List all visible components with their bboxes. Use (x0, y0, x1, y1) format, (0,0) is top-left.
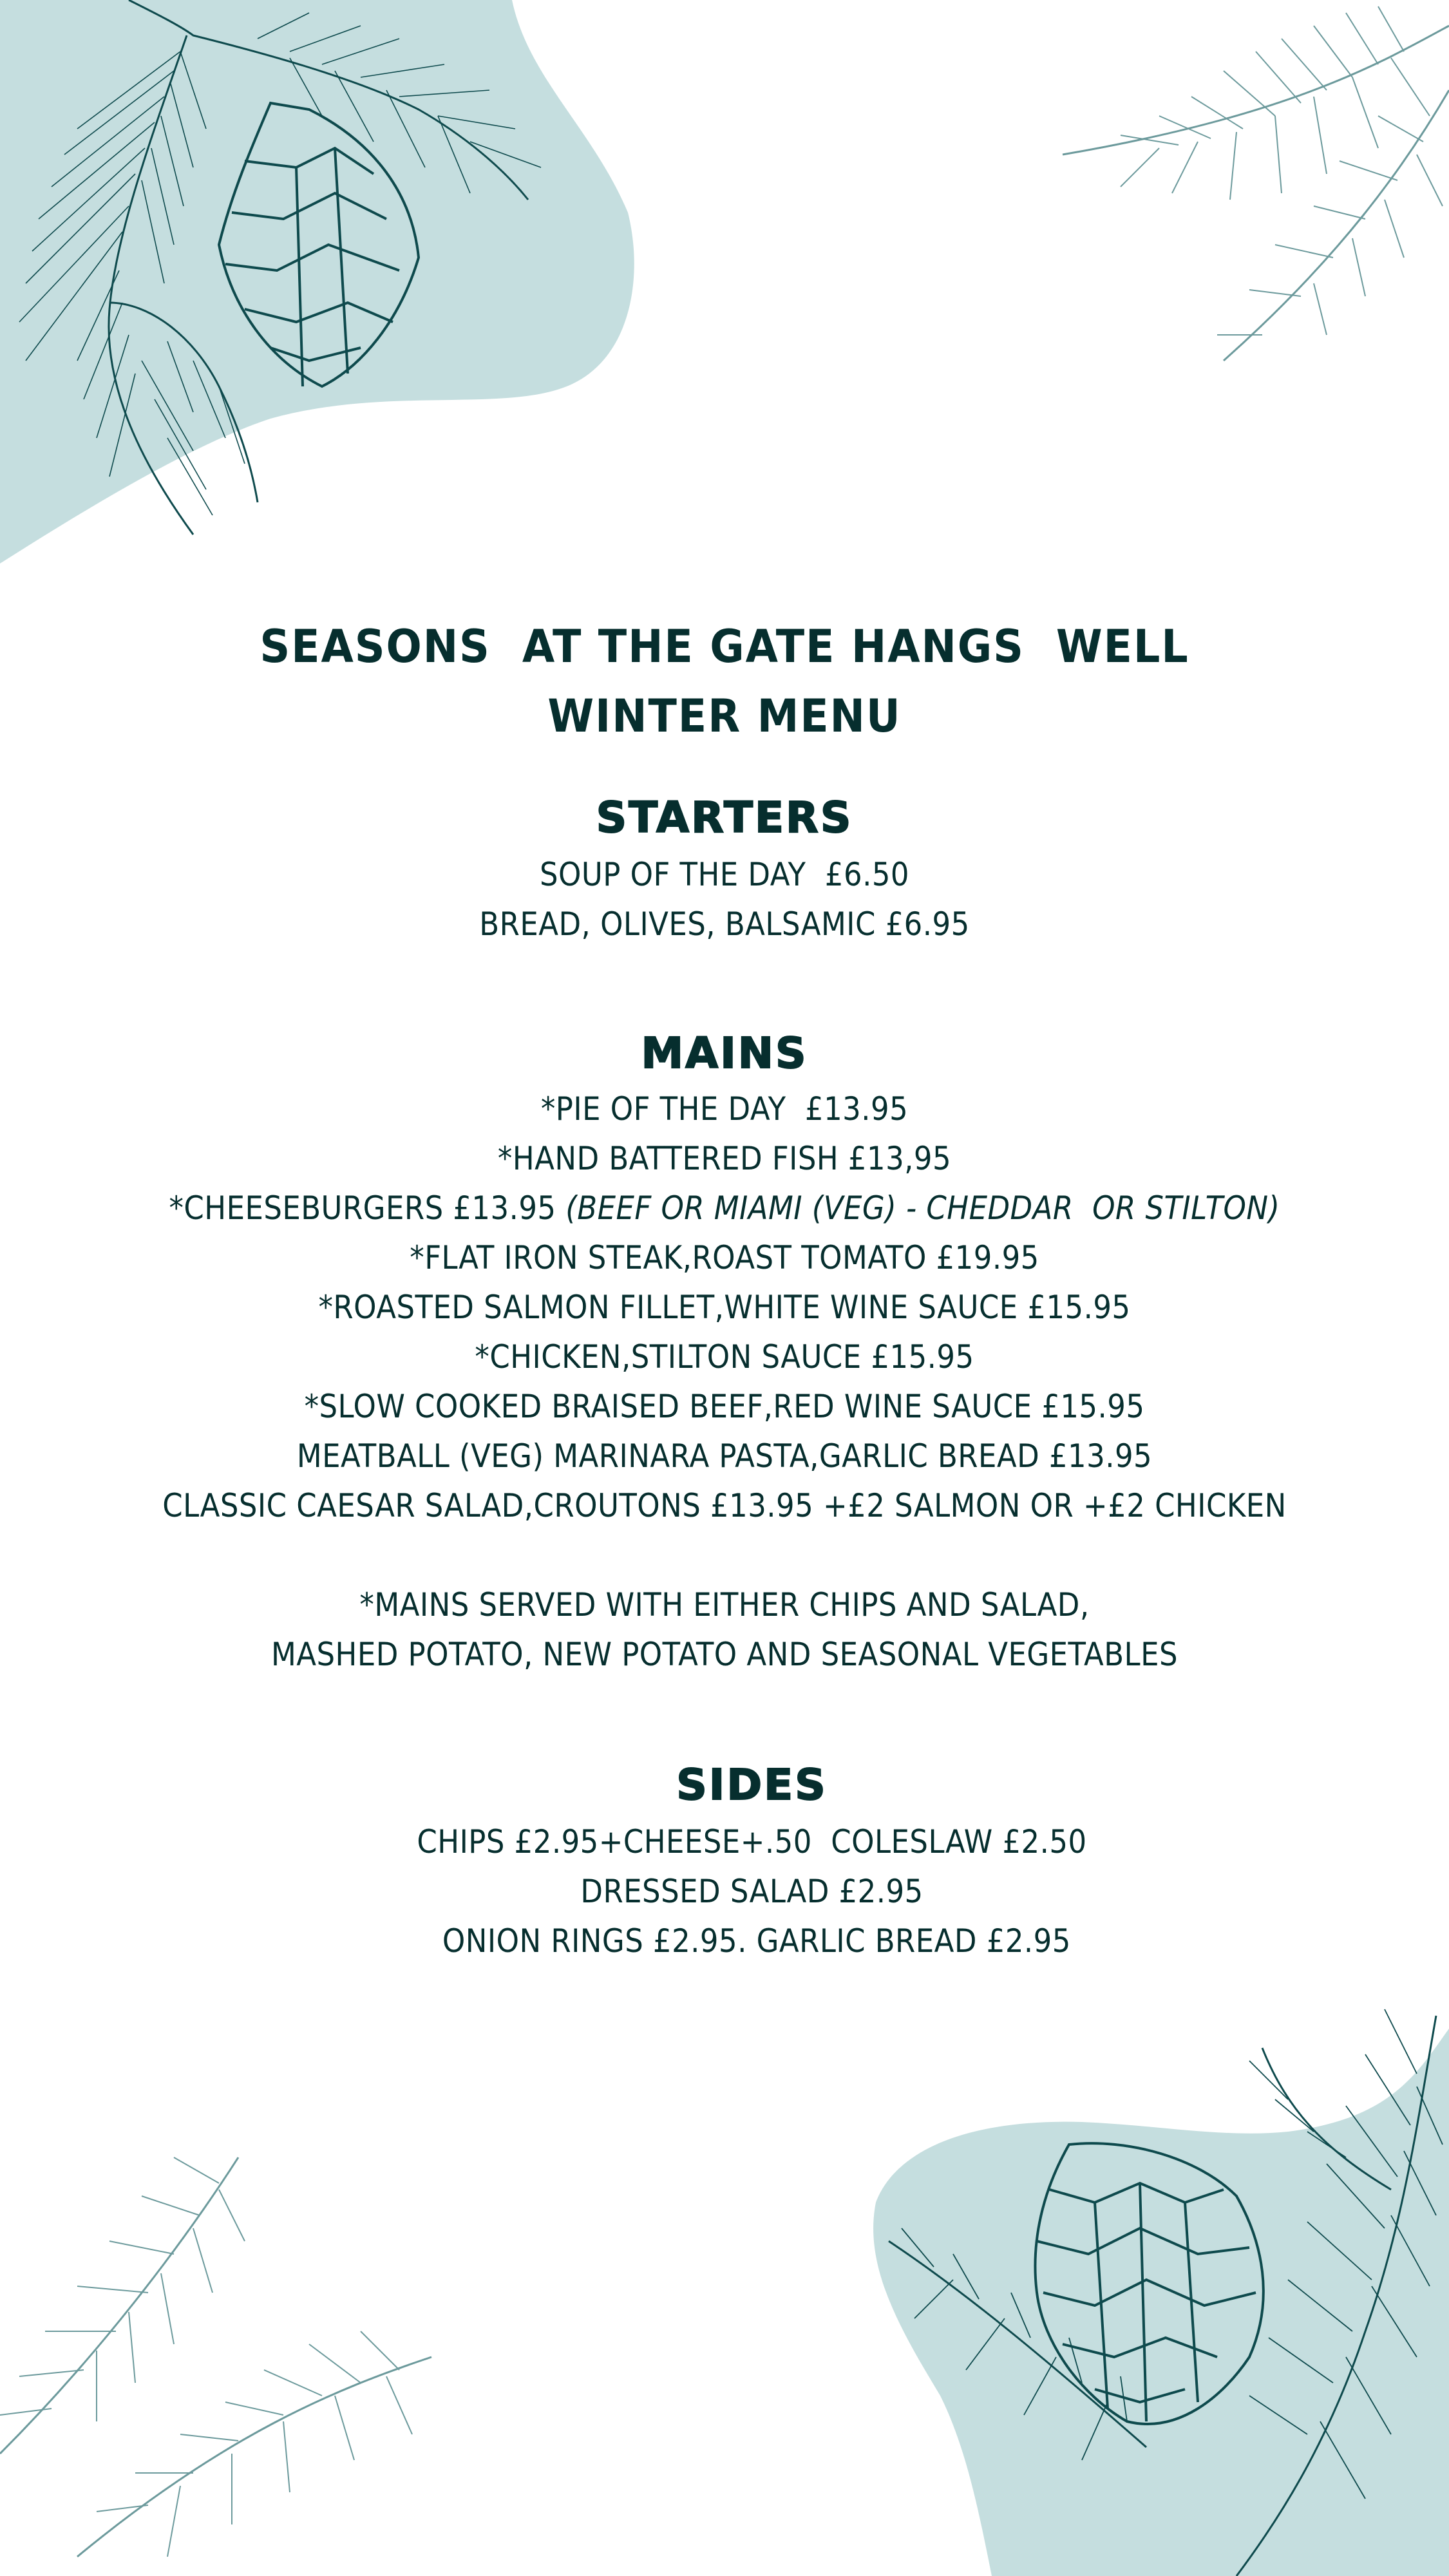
menu-item: *PIE OF THE DAY £13.95 (540, 1090, 909, 1128)
pine-sprig-top-right-icon (1043, 0, 1449, 386)
menu-item (73, 1184, 1377, 1233)
menu-item: *HAND BATTERED FISH £13,95 (497, 1140, 952, 1177)
menu-item: ONION RINGS £2.95. GARLIC BREAD £2.95 (433, 1922, 1071, 1960)
starters-heading: STARTERS (596, 793, 853, 842)
mains-note-line-1: *MAINS SERVED WITH EITHER CHIPS AND SALAD, (359, 1586, 1090, 1624)
cheeseburger-options: (BEEF OR MIAMI (VEG) - CHEDDAR OR STILTON) (565, 1189, 1280, 1227)
menu-item: *SLOW COOKED BRAISED BEEF,RED WINE SAUCE £15.95 (304, 1388, 1145, 1425)
cheeseburger-label: *CHEESEBURGERS £13.95 (169, 1189, 566, 1227)
menu-title (51, 612, 1399, 751)
mains-heading: MAINS (641, 1028, 808, 1078)
menu-item: BREAD, OLIVES, BALSAMIC £6.95 (479, 905, 970, 943)
menu-item: CHIPS £2.95+CHEESE+.50 COLESLAW £2.50 (417, 1823, 1087, 1861)
menu-item: DRESSED SALAD £2.95 (580, 1873, 923, 1910)
menu-content (0, 612, 1449, 1966)
menu-item: CLASSIC CAESAR SALAD,CROUTONS £13.95 +£2 SALMON OR +£2 CHICKEN (162, 1487, 1287, 1524)
mains-note (0, 1580, 1449, 1680)
mains-section (0, 1028, 1449, 1680)
sides-heading: SIDES (676, 1760, 828, 1810)
menu-item: MEATBALL (VEG) MARINARA PASTA,GARLIC BREAD £13.95 (296, 1437, 1153, 1475)
title-line-2: WINTER MENU (547, 690, 902, 743)
menu-item: *FLAT IRON STEAK,ROAST TOMATO £19.95 (410, 1239, 1039, 1276)
title-line-1: SEASONS AT THE GATE HANGS WELL (260, 620, 1189, 673)
menu-item: *CHICKEN,STILTON SAUCE £15.95 (475, 1338, 974, 1376)
menu-item: *ROASTED SALMON FILLET,WHITE WINE SAUCE £15.95 (318, 1289, 1131, 1326)
pine-branch-bottom-right-icon (837, 1996, 1449, 2576)
starters-section (0, 793, 1449, 949)
pine-sprig-bottom-left-icon (0, 2145, 438, 2576)
sides-section (0, 1760, 1449, 1966)
menu-item: SOUP OF THE DAY £6.50 (539, 856, 910, 893)
pine-branch-top-left-icon (0, 0, 644, 567)
mains-note-line-2: MASHED POTATO, NEW POTATO AND SEASONAL VEGETABLES (271, 1636, 1178, 1673)
